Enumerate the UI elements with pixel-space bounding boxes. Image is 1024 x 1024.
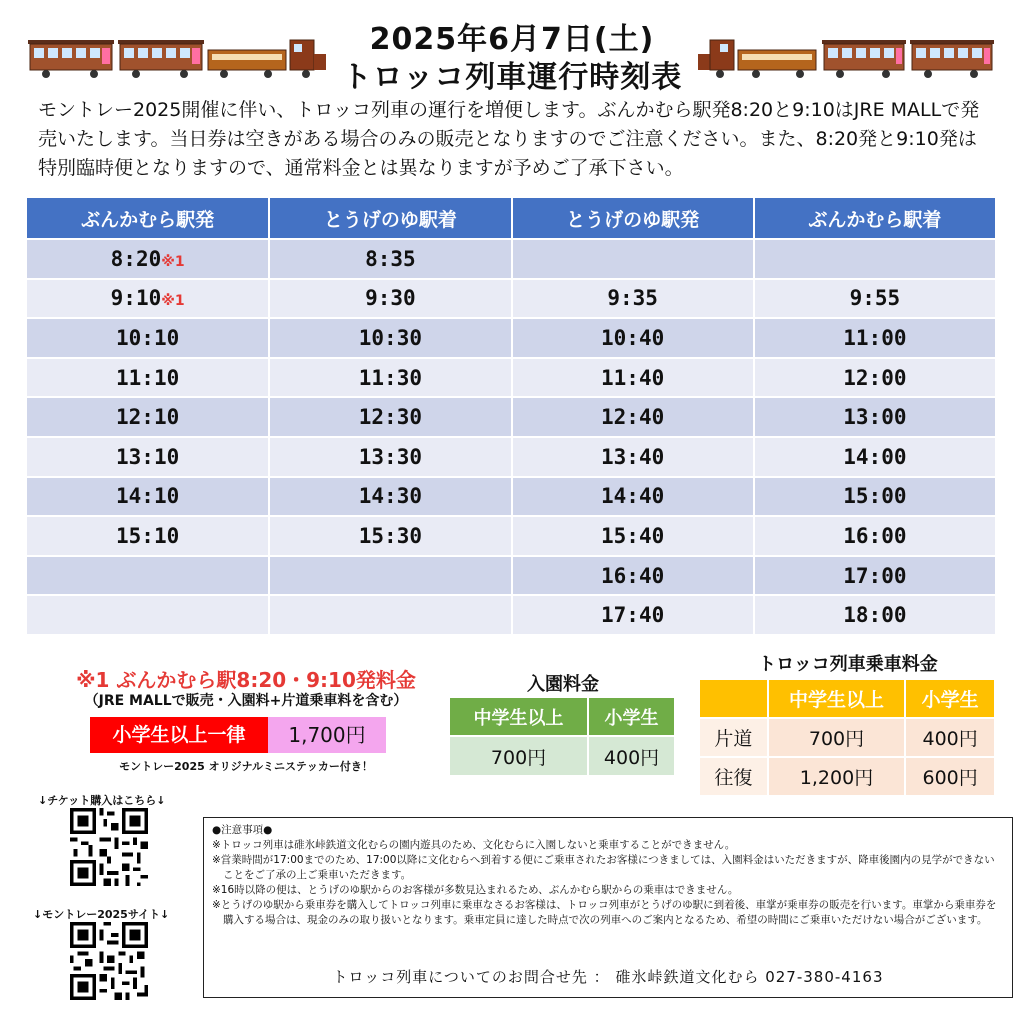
- table-cell: 11:10: [27, 358, 269, 398]
- table-cell: 11:00: [754, 318, 996, 358]
- event-date: 2025年6月7日(土): [369, 22, 655, 57]
- qr-code-site-icon[interactable]: [70, 922, 148, 1000]
- table-cell: 12:40: [512, 397, 754, 437]
- table-cell: [27, 556, 269, 596]
- trolley-fare-type: 片道: [700, 718, 768, 757]
- table-cell: 9:55: [754, 279, 996, 319]
- header-tougenoyu-arrive: とうげのゆ駅着: [269, 198, 511, 239]
- table-cell: 14:00: [754, 437, 996, 477]
- note-item: ※16時以降の便は、とうげのゆ駅からのお客様が多数見込まれるため、ぶんかむら駅からの乗車はできません。: [212, 884, 739, 896]
- table-cell: [269, 556, 511, 596]
- table-cell: 16:40: [512, 556, 754, 596]
- admission-value-row: [450, 736, 675, 775]
- timetable: [27, 198, 997, 634]
- admission-header-junior-high: 中学生以上: [450, 698, 588, 736]
- admission-title: 入園料金: [527, 674, 599, 695]
- table-cell: 13:30: [269, 437, 511, 477]
- page-title: トロッコ列車運行時刻表: [341, 60, 683, 95]
- table-row: [27, 477, 996, 517]
- note-item: ※トロッコ列車は碓氷峠鉄道文化むらの園内遊具のため、文化むらに入園しないと乗車することができません。: [212, 839, 736, 851]
- table-row: [27, 279, 996, 319]
- note-item: ※営業時間が17:00までのため、17:00以降に文化むらへ到着する便にご乗車されたお客様につきましては、入園料金はいただきますが、降車後園内の見学ができないことをご了承の上ご乗車いただきます。: [212, 854, 995, 881]
- header-bunkamura-depart: ぶんかむら駅発: [27, 198, 269, 239]
- special-fare-price: 1,700円: [268, 717, 386, 753]
- table-row: [27, 358, 996, 398]
- table-cell: [512, 239, 754, 279]
- trolley-fare-table: [700, 678, 996, 795]
- table-row: [27, 318, 996, 358]
- table-row: [27, 595, 996, 634]
- contact-info: トロッコ列車についてのお問合せ先 ： 碓氷峠鉄道文化むら 027-380-4163: [332, 968, 884, 986]
- table-cell: 8:20※1: [27, 239, 269, 279]
- header-tougenoyu-depart: とうげのゆ駅発: [512, 198, 754, 239]
- table-row: [700, 757, 995, 795]
- table-cell: 8:35: [269, 239, 511, 279]
- header-bunkamura-arrive: ぶんかむら駅着: [754, 198, 996, 239]
- trolley-fare-header-blank: [700, 679, 768, 718]
- table-cell: 18:00: [754, 595, 996, 634]
- timetable-header-row: [27, 198, 996, 239]
- table-cell: 15:30: [269, 516, 511, 556]
- table-cell: 14:30: [269, 477, 511, 517]
- table-cell: 13:00: [754, 397, 996, 437]
- table-cell: 15:00: [754, 477, 996, 517]
- table-row: [700, 718, 995, 757]
- trolley-train-right-icon: [698, 36, 998, 80]
- admission-price-junior-high: 700円: [450, 736, 588, 775]
- table-cell: 12:10: [27, 397, 269, 437]
- note-item: ※とうげのゆ駅から乗車券を購入してトロッコ列車に乗車なさるお客様は、トロッコ列車がとうげのゆ駅に到着後、車掌が乗車券の販売を行います。車掌から乗車券を購入する場合は、現金のみの取り扱いとなります。乗車定員に達した時点で次の列車へのご案内となるため、希望の時間にご乗車いただけない場合がございます。: [212, 899, 997, 926]
- table-cell: 600円: [905, 757, 995, 795]
- special-mark: ※1: [161, 253, 185, 270]
- table-cell: 11:30: [269, 358, 511, 398]
- notes-box: [203, 817, 1013, 998]
- intro-text: モントレー2025開催に伴い、トロッコ列車の運行を増便します。ぶんかむら駅発8:20と9:10はJRE MALLで発売いたします。当日券は空きがある場合のみの販売となりますのでご注意ください。また、8:20発と9:10発は特別臨時便となりますので、通常料金とは異なりますが予めご了承下さい。: [38, 99, 980, 179]
- notes-heading: ●注意事項●: [212, 824, 273, 836]
- table-cell: 10:30: [269, 318, 511, 358]
- table-cell: 17:40: [512, 595, 754, 634]
- table-cell: 14:10: [27, 477, 269, 517]
- table-cell: 9:10※1: [27, 279, 269, 319]
- table-cell: 14:40: [512, 477, 754, 517]
- table-cell: 13:40: [512, 437, 754, 477]
- trolley-fare-header-elementary: 小学生: [905, 679, 995, 718]
- special-mark: ※1: [161, 293, 185, 310]
- special-fare-subtitle: （JRE MALLで販売・入園料+片道乗車料を含む）: [84, 693, 408, 709]
- table-cell: [269, 595, 511, 634]
- special-fare-note: モントレー2025 オリジナルミニステッカー付き！: [119, 760, 373, 773]
- table-cell: 10:10: [27, 318, 269, 358]
- qr-site-label: ↓モントレー2025サイト↓: [33, 908, 170, 921]
- table-cell: 11:40: [512, 358, 754, 398]
- table-cell: 1,200円: [768, 757, 906, 795]
- table-cell: 9:30: [269, 279, 511, 319]
- trolley-fare-type: 往復: [700, 757, 768, 795]
- table-row: [27, 239, 996, 279]
- qr-code-ticket-icon[interactable]: [70, 808, 148, 886]
- table-cell: 13:10: [27, 437, 269, 477]
- table-row: [27, 437, 996, 477]
- trolley-fare-header-row: [700, 679, 995, 718]
- qr-ticket-label: ↓チケット購入はこちら↓: [38, 794, 166, 807]
- admission-header-elementary: 小学生: [588, 698, 675, 736]
- table-row: [27, 516, 996, 556]
- table-row: [27, 397, 996, 437]
- table-cell: 17:00: [754, 556, 996, 596]
- table-cell: 700円: [768, 718, 906, 757]
- table-cell: 9:35: [512, 279, 754, 319]
- table-cell: 10:40: [512, 318, 754, 358]
- table-cell: [754, 239, 996, 279]
- table-cell: 12:00: [754, 358, 996, 398]
- trolley-fare-title: トロッコ列車乗車料金: [758, 654, 938, 675]
- trolley-fare-header-junior-high: 中学生以上: [768, 679, 906, 718]
- table-cell: 16:00: [754, 516, 996, 556]
- table-cell: [27, 595, 269, 634]
- table-cell: 15:10: [27, 516, 269, 556]
- admission-price-elementary: 400円: [588, 736, 675, 775]
- table-cell: 400円: [905, 718, 995, 757]
- table-cell: 12:30: [269, 397, 511, 437]
- trolley-train-left-icon: [28, 36, 328, 80]
- admission-header-row: [450, 698, 675, 736]
- special-fare-label: 小学生以上一律: [90, 717, 268, 753]
- table-cell: 15:40: [512, 516, 754, 556]
- special-fare-title: ※1 ぶんかむら駅8:20・9:10発料金: [76, 668, 416, 692]
- table-row: [27, 556, 996, 596]
- admission-table: [450, 698, 676, 775]
